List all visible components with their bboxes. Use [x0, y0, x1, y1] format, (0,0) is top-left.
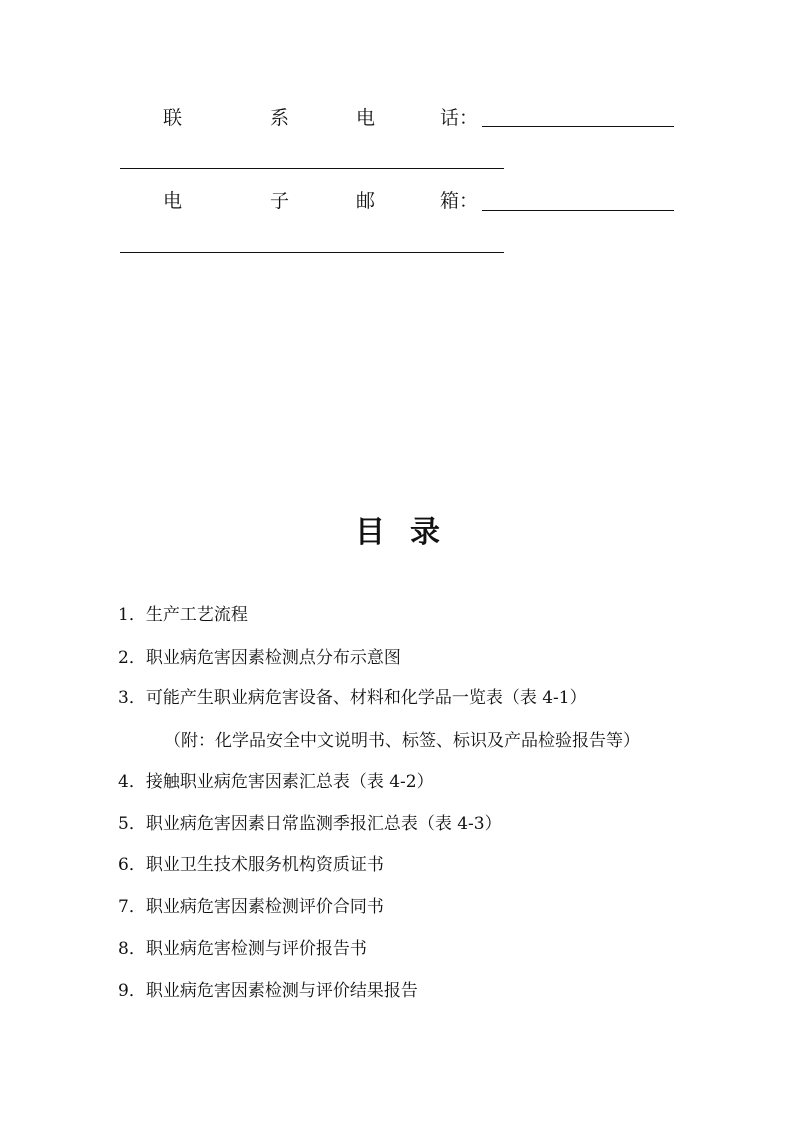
toc-item[interactable]: 4．接触职业病危害因素汇总表（表 4-2） — [118, 772, 434, 792]
email-label-char: 电 — [163, 190, 183, 212]
toc-item[interactable]: 6．职业卫生技术服务机构资质证书 — [118, 855, 384, 875]
toc-item[interactable]: 2．职业病危害因素检测点分布示意图 — [118, 648, 401, 668]
toc-item[interactable]: 9．职业病危害因素检测与评价结果报告 — [118, 981, 418, 1001]
email-underline[interactable] — [482, 210, 674, 211]
toc-item[interactable]: 3．可能产生职业病危害设备、材料和化学品一览表（表 4-1） — [118, 688, 587, 708]
toc-item[interactable]: 1．生产工艺流程 — [118, 605, 248, 625]
email-label-char: 子 — [270, 190, 290, 212]
toc-item[interactable]: 8．职业病危害检测与评价报告书 — [118, 939, 367, 959]
toc-item[interactable]: 7．职业病危害因素检测评价合同书 — [118, 897, 384, 917]
phone-label-char: 联 — [163, 107, 183, 129]
toc-title-char: 录 — [410, 515, 440, 550]
phone-underline[interactable] — [482, 126, 674, 127]
phone-label-char: 话： — [440, 107, 479, 129]
email-underline-continued[interactable] — [120, 252, 504, 253]
email-label-char: 邮 — [356, 190, 376, 212]
toc-title-char: 目 — [355, 515, 385, 550]
email-label-char: 箱： — [440, 190, 479, 212]
phone-underline-continued[interactable] — [120, 168, 504, 169]
toc-item[interactable]: 5．职业病危害因素日常监测季报汇总表（表 4-3） — [118, 814, 502, 834]
phone-label-char: 系 — [270, 107, 290, 129]
toc-item-note: （附：化学品安全中文说明书、标签、标识及产品检验报告等） — [164, 731, 640, 751]
phone-label-char: 电 — [356, 107, 376, 129]
